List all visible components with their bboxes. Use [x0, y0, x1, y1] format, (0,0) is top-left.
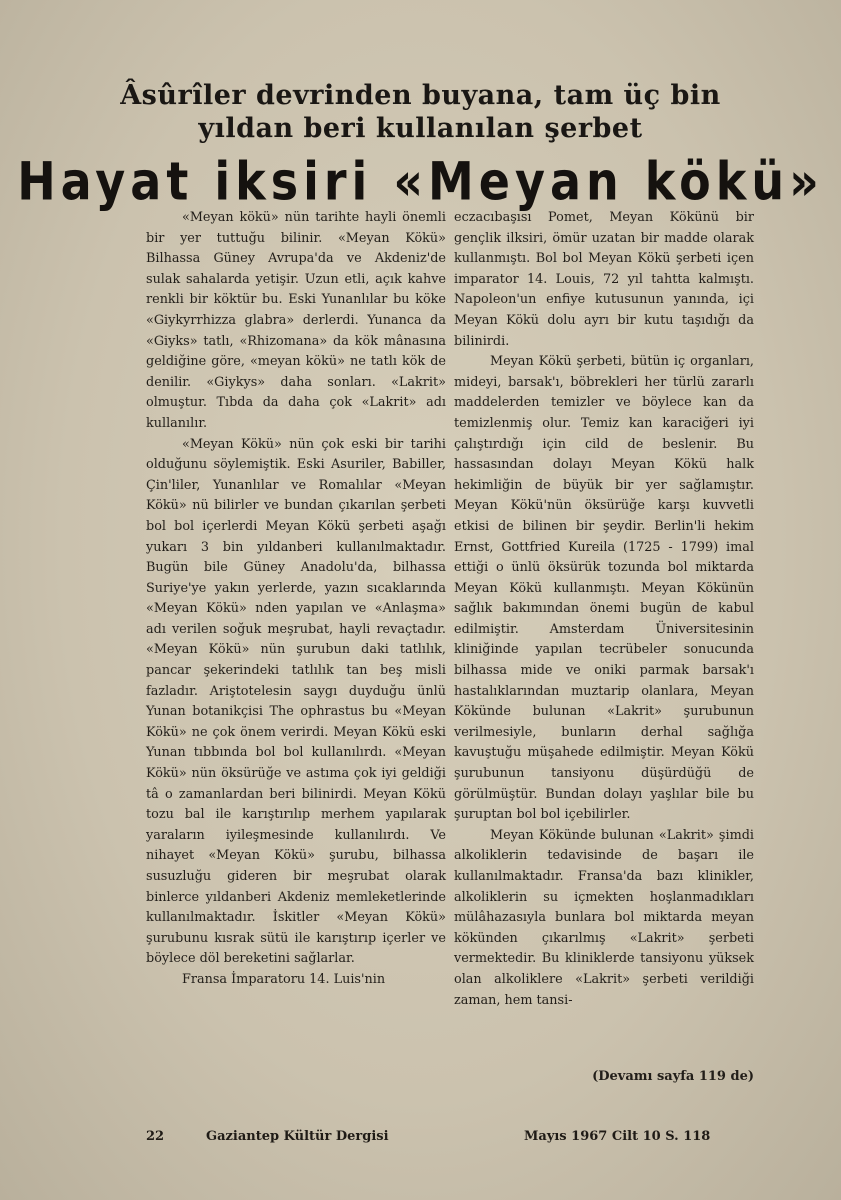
article-headline: Hayat iksiri «Meyan kökü» — [17, 150, 824, 213]
footer-page-number: 22 — [146, 1129, 165, 1144]
left-paragraph-2: «Meyan Kökü» nün çok eski bir tarihi olduğunu söylemiştik. Eski Asuriler, Babiller, Çin'liler, Yunanlılar ve Romalılar «Meyan Kökü» nü bilirler ve bundan çıkarılan şerbeti bol bol içerlerdi Meyan Kökü şerbeti aşağı yukarı 3 bin yıldanberi kullanılmaktadır. Bugün bile Güney Anadolu'da, bilhassa Suriye'ye yakın yerlerde, yazın sıcaklarında «Meyan Kökü» nden yapılan ve «Anlaşma» adı verilen soğuk meşrubat, hayli revaçtadır. «Meyan Kökü» nün şurubun daki tatlılık, pancar şekerindeki tatlılık tan beş misli fazladır. Ariştotelesin saygı duyduğu ünlü Yunan botanikçisi The ophrastus bu «Meyan Kökü» ne çok önem verirdi. Meyan Kökü eski Yunan tıbbında bol bol kullanılırdı. «Meyan Kökü» nün öksürüğe ve astıma çok iyi geldiği tâ o zamanlardan beri bilinirdi. Meyan Kökü tozu bal ile karıştırılıp merhem yapılarak yaraların iyileşmesinde kullanılırdı. Ve nihayet «Meyan Kökü» şurubu, bilhassa susuzluğu gideren bir meşrubat olarak binlerce yıldanberi Akdeniz memleketlerinde kullanılmaktadır. İskitler «Meyan Kökü» şurubunu kısrak sütü ile karıştırıp içerler ve böylece döl bereketini sağlarlar. — [146, 436, 446, 967]
continued-note: (Devamı sayfa 119 de) — [592, 1069, 754, 1084]
footer-issue-info: Mayıs 1967 Cilt 10 S. 118 — [524, 1129, 711, 1144]
article-title-line-1: Âsûrîler devrinden buyana, tam üç bin — [120, 80, 721, 111]
left-column — [146, 208, 446, 991]
right-paragraph-1: eczacıbaşısı Pomet, Meyan Kökünü bir gençlik ilksiri, ömür uzatan bir madde olarak kullanmıştı. Bol bol Meyan Kökü şerbeti içen imparator 14. Louis, 72 yıl tahtta kalmıştı. Napoleon'un enfiye kutusunun yanında, içi Meyan Kökü dolu ayrı bir kutu taşıdığı da bilinirdi. — [454, 210, 754, 349]
footer-magazine-name: Gaziantep Kültür Dergisi — [206, 1129, 389, 1144]
right-paragraph-2: Meyan Kökü şerbeti, bütün iç organları, mideyi, barsak'ı, böbrekleri her türlü zararlı maddelerden temizler ve böylece kan da temizlenmiş olur. Temiz kan karaciğeri iyi çalıştırdığı için cild de beslenir. Bu hassasından dolayı Meyan Kökü halk hekimliğin de büyük bir yer sağlamıştır. Meyan Kökü'nün öksürüğe karşı kuvvetli etkisi de bilinen bir şeydir. Berlin'li hekim Ernst, Gottfried Kureila (1725 - 1799) imal ettiği o ünlü öksürük tozunda bol miktarda Meyan Kökü kullanmıştı. Meyan Kökünün sağlık bakımından önemi bugün de kabul edilmiştir. Amsterdam Üniversitesinin kliniğinde yapılan tecrübeler sonucunda bilhassa mide ve oniki parmak barsak'ı hastalıklarından muztarip olanlara, Meyan Kökünde bulunan «Lakrit» şurubunun verilmesiyle, bunların derhal sağlığa kavuştuğu müşahede edilmiştir. Meyan Kökü şurubunun tansiyonu düşürdüğü de görülmüştür. Bundan dolayı yaşlılar bile bu şuruptan bol bol içebilirler. — [454, 354, 754, 823]
right-paragraph-3: Meyan Kökünde bulunan «Lakrit» şimdi alkoliklerin tedavisinde de başarı ile kullanılmaktadır. Fransa'da bazı klinikler, alkoliklerin su içmekten hoşlanmadıkları mülâhazasıyla bunlara bol miktarda meyan kökünden çıkarılmış «Lakrit» şerbeti vermektedir. Bu kliniklerde tansiyonu yüksek olan alkoliklere «Lakrit» şerbeti verildiği zaman, hem tansi- — [454, 827, 754, 1008]
left-paragraph-3: Fransa İmparatoru 14. Luis'nin — [182, 971, 386, 987]
article-title-line-2: yıldan beri kullanılan şerbet — [198, 113, 643, 144]
right-column — [454, 208, 754, 1011]
left-paragraph-1: «Meyan kökü» nün tarihte hayli önemli bir yer tuttuğu bilinir. «Meyan Kökü» Bilhassa Güney Avrupa'da ve Akdeniz'de sulak sahalarda yetişir. Uzun etli, açık kahve renkli bir köktür bu. Eski Yunanlılar bu köke «Giykyrrhizza glabra» derlerdi. Yunanca da «Giyks» tatlı, «Rhizomana» da kök mânasına geldiğine göre, «meyan kökü» ne tatlı kök de denilir. «Giykys» daha sonları. «Lakrit» olmuştur. Tıbda da daha çok «Lakrit» adı kullanılır. — [146, 210, 446, 431]
